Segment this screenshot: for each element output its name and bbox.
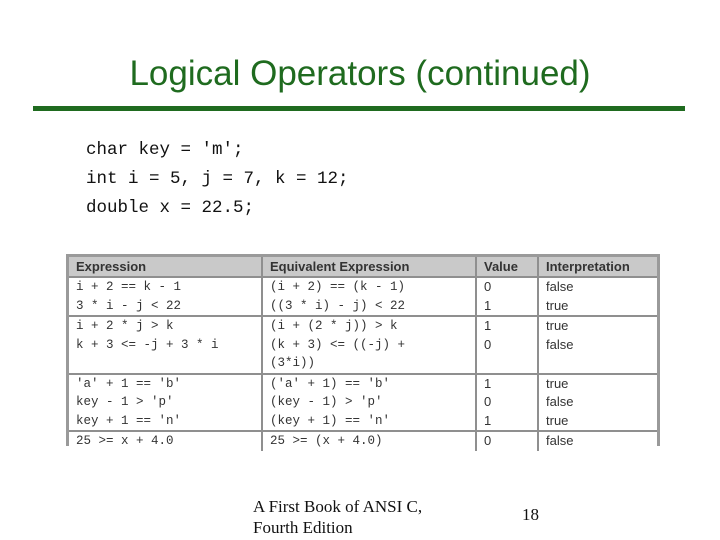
table-cell: false [546,336,574,352]
table-cell: true [546,412,569,428]
table-cell: true [546,297,569,313]
table-body [69,277,657,451]
table-row [69,316,657,336]
table-cell: 0 [476,393,538,412]
table-cell: true [538,374,657,394]
table-cell: key + 1 == 'n' [69,412,262,432]
column-header: Equivalent Expression [262,257,476,277]
table-cell: 'a' + 1 == 'b' [69,374,262,394]
operators-table [69,257,657,451]
table-row [69,297,657,317]
table-cell: i + 2 * j > k [69,316,262,336]
table-cell: 0 [476,431,538,451]
table-cell: 0 [476,336,538,374]
table-cell: ((3 * i) - j) < 22 [262,297,476,317]
operators-table-frame [66,254,660,446]
table-cell: (key + 1) == 'n' [262,412,476,432]
slide-title: Logical Operators (continued) [129,54,591,93]
code-block [86,136,349,223]
code-line: char key = 'm'; [86,140,244,160]
table-cell: 1 [476,412,538,432]
table-cell: (i + 2) == (k - 1) [262,277,476,297]
table-cell: true [538,316,657,336]
column-header: Interpretation [538,257,657,277]
table-cell: 0 [476,277,538,297]
table-cell: (k + 3) <= ((-j) + (3*i)) [262,336,476,374]
table-cell: 1 [476,374,538,394]
table-cell: 3 * i - j < 22 [69,297,262,317]
table-row [69,431,657,451]
code-line: double x = 22.5; [86,198,255,218]
table-cell: 25 >= (x + 4.0) [262,431,476,451]
table-row [69,393,657,412]
table-cell: key - 1 > 'p' [69,393,262,412]
table-cell: (key - 1) > 'p' [262,393,476,412]
table-cell: 1 [476,316,538,336]
table-cell: i + 2 == k - 1 [69,277,262,297]
table-header-row [69,257,657,277]
table-cell: ('a' + 1) == 'b' [262,374,476,394]
page-number: 18 [522,505,539,524]
table-row [69,277,657,297]
table-row [69,412,657,432]
table-cell: 1 [476,297,538,317]
table-cell: false [546,394,574,409]
title-divider [33,106,685,111]
table-cell: k + 3 <= -j + 3 * i [69,336,262,374]
book-edition-line: Fourth Edition [253,518,353,537]
table-row [69,336,657,374]
table-cell: 25 >= x + 4.0 [69,431,262,451]
book-footer [253,496,463,538]
table-cell: false [546,279,574,294]
table-cell: (i + (2 * j)) > k [262,316,476,336]
code-line: int i = 5, j = 7, k = 12; [86,169,349,189]
book-title-line: A First Book of ANSI C, [253,497,423,516]
column-header: Expression [69,257,262,277]
table-row [69,374,657,394]
column-header: Value [476,257,538,277]
table-cell: false [538,431,657,451]
